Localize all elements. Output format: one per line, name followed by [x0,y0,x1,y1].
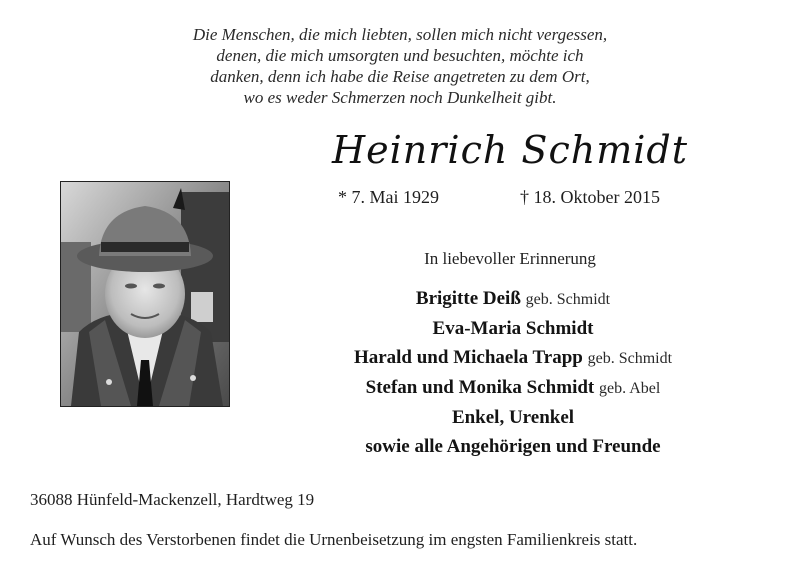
poem-line: denen, die mich umsorgten und besuchten, möchte ich [216,46,584,65]
poem-line: Die Menschen, die mich liebten, sollen mich nicht vergessen, [192,25,608,44]
mourner-maiden-name: geb. Abel [599,380,661,397]
birth-date: * 7. Mai 1929 [338,187,439,207]
mourner-entry [290,314,736,343]
mourner-entry [290,343,736,373]
poem-line: wo es weder Schmerzen noch Dunkelheit gibt. [243,88,557,107]
burial-note: Auf Wunsch des Verstorbenen findet die Urnenbeisetzung im engsten Familienkreis statt. [30,530,638,549]
memory-line: In liebevoller Erinnerung [424,249,596,268]
poem [100,24,700,108]
portrait-photo [60,181,230,407]
address: 36088 Hünfeld-Mackenzell, Hardtweg 19 [30,490,315,509]
mourner-name: sowie alle Angehörigen und Freunde [365,436,661,457]
death-date: † 18. Oktober 2015 [520,187,660,207]
mourner-name: Eva-Maria Schmidt [432,318,594,339]
mourner-name: Harald und Michaela Trapp [353,347,583,368]
portrait-image [61,182,229,406]
mourner-entry [290,284,736,314]
mourner-entry [290,432,736,461]
poem-line: danken, denn ich habe die Reise angetreten zu dem Ort, [210,67,590,86]
mourner-name: Enkel, Urenkel [451,407,575,428]
mourner-name: Brigitte Deiß [415,288,521,309]
mourner-entry [290,403,736,432]
mourner-name: Stefan und Monika Schmidt [365,377,595,398]
mourners-list [290,284,736,461]
mourner-maiden-name: geb. Schmidt [587,350,673,367]
deceased-name: Heinrich Schmidt [332,128,688,172]
mourner-maiden-name: geb. Schmidt [525,291,611,308]
mourner-entry [290,373,736,403]
